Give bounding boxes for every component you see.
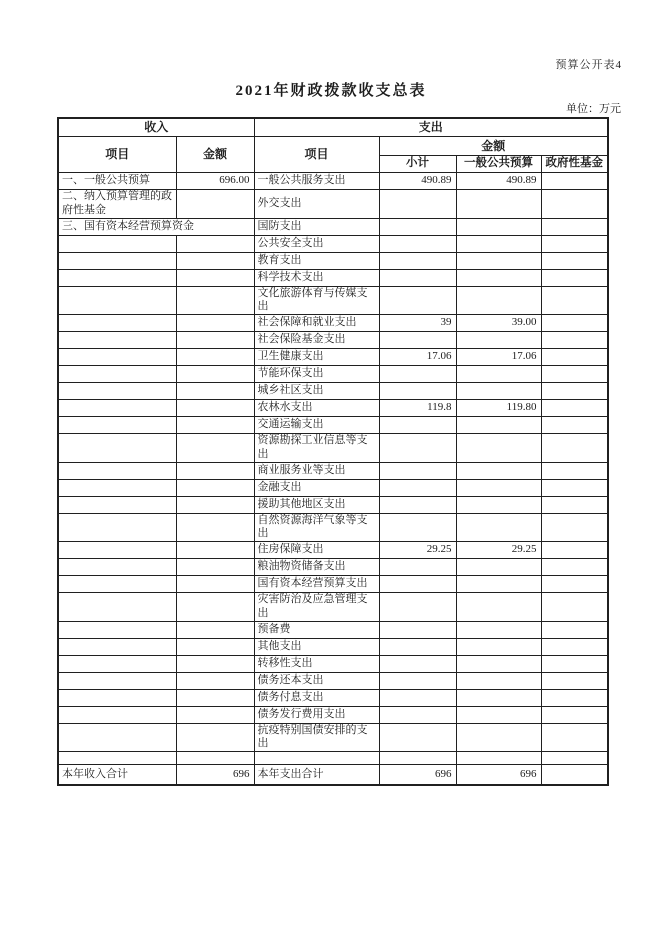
subtotal-cell <box>379 672 456 689</box>
general-budget-cell <box>456 252 541 269</box>
subtotal-cell <box>379 638 456 655</box>
subtotal-cell <box>379 513 456 542</box>
income-amount-cell <box>176 513 254 542</box>
income-item-cell <box>58 638 176 655</box>
expenditure-item-cell: 外交支出 <box>254 190 379 219</box>
expenditure-item-cell: 一般公共服务支出 <box>254 173 379 190</box>
table-row <box>58 383 608 400</box>
income-amount-cell <box>176 672 254 689</box>
table-row <box>58 218 608 235</box>
income-amount-cell: 696.00 <box>176 173 254 190</box>
government-fund-cell <box>541 315 608 332</box>
subtotal-cell: 490.89 <box>379 173 456 190</box>
income-amount-cell <box>176 462 254 479</box>
income-amount-cell <box>176 332 254 349</box>
income-amount-cell <box>176 576 254 593</box>
table-row <box>58 621 608 638</box>
table-row <box>58 286 608 315</box>
expenditure-item-cell: 教育支出 <box>254 252 379 269</box>
table-row <box>58 332 608 349</box>
income-amount-cell <box>176 235 254 252</box>
income-item-cell <box>58 689 176 706</box>
government-fund-cell <box>541 400 608 417</box>
general-budget-cell <box>456 672 541 689</box>
general-budget-cell <box>456 513 541 542</box>
income-item-cell <box>58 315 176 332</box>
income-item-cell: 二、纳入预算管理的政府性基金 <box>58 190 176 219</box>
income-item-cell <box>58 559 176 576</box>
expenditure-item-cell: 预备费 <box>254 621 379 638</box>
income-amount-cell <box>176 638 254 655</box>
general-budget-cell <box>456 190 541 219</box>
expenditure-item-cell: 金融支出 <box>254 479 379 496</box>
general-budget-cell <box>456 576 541 593</box>
government-fund-cell <box>541 593 608 622</box>
income-amount-cell <box>176 752 254 765</box>
government-fund-cell <box>541 434 608 463</box>
table-row <box>58 252 608 269</box>
income-item-cell <box>58 576 176 593</box>
subtotal-cell <box>379 621 456 638</box>
table-row <box>58 593 608 622</box>
income-item-cell <box>58 706 176 723</box>
government-fund-cell <box>541 496 608 513</box>
table-row <box>58 434 608 463</box>
government-fund-cell <box>541 479 608 496</box>
unit-note: 单位：万元 <box>566 103 621 115</box>
spacer-row <box>58 752 608 765</box>
table-row <box>58 190 608 219</box>
general-budget-cell <box>456 723 541 752</box>
general-budget-cell <box>456 479 541 496</box>
expenditure-item-cell: 债务还本支出 <box>254 672 379 689</box>
subtotal-cell <box>379 462 456 479</box>
government-fund-cell <box>541 689 608 706</box>
expenditure-item-cell: 债务发行费用支出 <box>254 706 379 723</box>
expenditure-item-cell: 资源勘探工业信息等支出 <box>254 434 379 463</box>
expenditure-item-cell: 科学技术支出 <box>254 269 379 286</box>
government-fund-cell <box>541 286 608 315</box>
income-amount-cell <box>176 655 254 672</box>
table-row <box>58 559 608 576</box>
general-budget-cell <box>456 496 541 513</box>
expenditure-item-cell: 公共安全支出 <box>254 235 379 252</box>
table-row <box>58 655 608 672</box>
government-fund-cell <box>541 765 608 786</box>
government-fund-cell <box>541 190 608 219</box>
subtotal-cell <box>379 496 456 513</box>
subtotal-header: 小计 <box>379 156 456 173</box>
general-budget-cell: 39.00 <box>456 315 541 332</box>
income-item-cell <box>58 434 176 463</box>
income-amount-cell <box>176 496 254 513</box>
table-row <box>58 723 608 752</box>
page-title: 2021年财政拨款收支总表 <box>235 83 427 99</box>
expenditure-item-cell: 商业服务业等支出 <box>254 462 379 479</box>
general-budget-cell <box>456 752 541 765</box>
expenditure-amount-header: 金额 <box>379 137 608 156</box>
income-item-cell <box>58 479 176 496</box>
government-fund-cell <box>541 706 608 723</box>
income-section-header: 收入 <box>58 118 254 137</box>
subtotal-cell <box>379 366 456 383</box>
government-fund-cell <box>541 576 608 593</box>
expenditure-item-cell: 自然资源海洋气象等支出 <box>254 513 379 542</box>
expenditure-item-cell: 交通运输支出 <box>254 417 379 434</box>
header-row-sections <box>58 118 608 137</box>
header-row-columns <box>58 137 608 156</box>
income-item-cell <box>58 513 176 542</box>
expenditure-section-header: 支出 <box>254 118 608 137</box>
income-item-cell <box>58 672 176 689</box>
subtotal-cell <box>379 269 456 286</box>
table-row <box>58 366 608 383</box>
expenditure-item-cell: 灾害防治及应急管理支出 <box>254 593 379 622</box>
subtotal-cell <box>379 190 456 219</box>
income-item-cell <box>58 723 176 752</box>
income-amount-cell <box>176 400 254 417</box>
income-item-cell <box>58 752 176 765</box>
general-budget-cell <box>456 593 541 622</box>
income-item-cell <box>58 383 176 400</box>
table-row <box>58 235 608 252</box>
income-amount-cell <box>176 593 254 622</box>
government-fund-cell <box>541 621 608 638</box>
table-row <box>58 315 608 332</box>
subtotal-cell: 119.8 <box>379 400 456 417</box>
government-fund-cell <box>541 513 608 542</box>
table-row <box>58 638 608 655</box>
subtotal-cell <box>379 235 456 252</box>
expenditure-item-cell: 住房保障支出 <box>254 542 379 559</box>
government-fund-cell <box>541 269 608 286</box>
budget-summary-table <box>57 117 609 786</box>
income-item-cell <box>58 332 176 349</box>
general-budget-cell <box>456 269 541 286</box>
expenditure-item-cell: 农林水支出 <box>254 400 379 417</box>
income-item-cell <box>58 621 176 638</box>
general-budget-cell <box>456 218 541 235</box>
income-amount-cell <box>176 315 254 332</box>
government-fund-cell <box>541 235 608 252</box>
general-budget-cell: 17.06 <box>456 349 541 366</box>
expenditure-item-header: 项目 <box>254 137 379 173</box>
table-row <box>58 462 608 479</box>
income-amount-cell <box>176 706 254 723</box>
general-budget-cell <box>456 621 541 638</box>
table-row <box>58 513 608 542</box>
table-row <box>58 400 608 417</box>
expenditure-item-cell: 本年支出合计 <box>254 765 379 786</box>
general-budget-header: 一般公共预算 <box>456 156 541 173</box>
income-item-cell <box>58 349 176 366</box>
total-row <box>58 765 608 786</box>
income-item-cell <box>58 542 176 559</box>
general-budget-cell: 696 <box>456 765 541 786</box>
income-item-cell <box>58 269 176 286</box>
government-fund-cell <box>541 723 608 752</box>
subtotal-cell <box>379 752 456 765</box>
government-fund-cell <box>541 218 608 235</box>
subtotal-cell: 17.06 <box>379 349 456 366</box>
table-row <box>58 496 608 513</box>
government-fund-cell <box>541 366 608 383</box>
expenditure-item-cell: 节能环保支出 <box>254 366 379 383</box>
income-item-cell: 三、国有资本经营预算资金 <box>58 218 254 235</box>
general-budget-cell <box>456 434 541 463</box>
table-row <box>58 542 608 559</box>
expenditure-item-cell: 城乡社区支出 <box>254 383 379 400</box>
income-amount-cell <box>176 269 254 286</box>
expenditure-item-cell: 粮油物资储备支出 <box>254 559 379 576</box>
income-item-header: 项目 <box>58 137 176 173</box>
general-budget-cell <box>456 462 541 479</box>
government-fund-cell <box>541 559 608 576</box>
table-row <box>58 173 608 190</box>
general-budget-cell <box>456 706 541 723</box>
income-amount-cell <box>176 689 254 706</box>
income-item-cell: 一、一般公共预算 <box>58 173 176 190</box>
government-fund-cell <box>541 383 608 400</box>
income-amount-cell <box>176 383 254 400</box>
expenditure-item-cell: 国有资本经营预算支出 <box>254 576 379 593</box>
government-fund-cell <box>541 542 608 559</box>
income-item-cell <box>58 593 176 622</box>
subtotal-cell <box>379 218 456 235</box>
table-row <box>58 706 608 723</box>
expenditure-item-cell: 转移性支出 <box>254 655 379 672</box>
general-budget-cell <box>456 559 541 576</box>
income-item-cell <box>58 462 176 479</box>
income-amount-cell <box>176 366 254 383</box>
table-row <box>58 479 608 496</box>
expenditure-item-cell: 社会保障和就业支出 <box>254 315 379 332</box>
expenditure-item-cell: 抗疫特别国债安排的支出 <box>254 723 379 752</box>
subtotal-cell <box>379 479 456 496</box>
general-budget-cell: 490.89 <box>456 173 541 190</box>
general-budget-cell <box>456 655 541 672</box>
subtotal-cell: 39 <box>379 315 456 332</box>
income-item-cell <box>58 286 176 315</box>
income-item-cell <box>58 496 176 513</box>
government-fund-cell <box>541 655 608 672</box>
general-budget-cell <box>456 286 541 315</box>
general-budget-cell <box>456 689 541 706</box>
income-item-cell <box>58 235 176 252</box>
government-fund-cell <box>541 349 608 366</box>
income-item-cell <box>58 417 176 434</box>
income-item-cell: 本年收入合计 <box>58 765 176 786</box>
income-item-cell <box>58 366 176 383</box>
income-amount-cell <box>176 479 254 496</box>
income-amount-cell <box>176 190 254 219</box>
subtotal-cell <box>379 576 456 593</box>
government-fund-cell <box>541 332 608 349</box>
general-budget-cell <box>456 332 541 349</box>
general-budget-cell <box>456 383 541 400</box>
subtotal-cell <box>379 559 456 576</box>
income-amount-cell <box>176 621 254 638</box>
income-amount-cell <box>176 349 254 366</box>
income-amount-cell <box>176 417 254 434</box>
income-amount-cell <box>176 559 254 576</box>
income-item-cell <box>58 655 176 672</box>
doc-label: 预算公开表4 <box>555 59 622 71</box>
general-budget-cell: 119.80 <box>456 400 541 417</box>
income-amount-cell <box>176 252 254 269</box>
subtotal-cell <box>379 417 456 434</box>
income-item-cell <box>58 400 176 417</box>
expenditure-item-cell: 债务付息支出 <box>254 689 379 706</box>
subtotal-cell: 696 <box>379 765 456 786</box>
expenditure-item-cell: 卫生健康支出 <box>254 349 379 366</box>
government-fund-cell <box>541 417 608 434</box>
expenditure-item-cell <box>254 752 379 765</box>
general-budget-cell <box>456 638 541 655</box>
subtotal-cell <box>379 723 456 752</box>
government-fund-cell <box>541 752 608 765</box>
subtotal-cell <box>379 593 456 622</box>
income-amount-header: 金额 <box>176 137 254 173</box>
income-amount-cell <box>176 542 254 559</box>
subtotal-cell <box>379 252 456 269</box>
table-row <box>58 417 608 434</box>
government-fund-cell <box>541 252 608 269</box>
expenditure-item-cell: 国防支出 <box>254 218 379 235</box>
government-fund-header: 政府性基金 <box>541 156 608 173</box>
income-amount-cell <box>176 286 254 315</box>
income-amount-cell <box>176 723 254 752</box>
government-fund-cell <box>541 173 608 190</box>
expenditure-item-cell: 文化旅游体育与传媒支出 <box>254 286 379 315</box>
subtotal-cell <box>379 655 456 672</box>
subtotal-cell <box>379 689 456 706</box>
subtotal-cell <box>379 332 456 349</box>
table-row <box>58 349 608 366</box>
expenditure-item-cell: 其他支出 <box>254 638 379 655</box>
general-budget-cell <box>456 235 541 252</box>
government-fund-cell <box>541 638 608 655</box>
table-row <box>58 576 608 593</box>
subtotal-cell <box>379 434 456 463</box>
subtotal-cell <box>379 706 456 723</box>
table-row <box>58 672 608 689</box>
general-budget-cell <box>456 366 541 383</box>
income-item-cell <box>58 252 176 269</box>
subtotal-cell <box>379 383 456 400</box>
income-amount-cell: 696 <box>176 765 254 786</box>
general-budget-cell <box>456 417 541 434</box>
expenditure-item-cell: 社会保险基金支出 <box>254 332 379 349</box>
table-row <box>58 689 608 706</box>
government-fund-cell <box>541 672 608 689</box>
subtotal-cell <box>379 286 456 315</box>
subtotal-cell: 29.25 <box>379 542 456 559</box>
government-fund-cell <box>541 462 608 479</box>
general-budget-cell: 29.25 <box>456 542 541 559</box>
expenditure-item-cell: 援助其他地区支出 <box>254 496 379 513</box>
table-row <box>58 269 608 286</box>
income-amount-cell <box>176 434 254 463</box>
